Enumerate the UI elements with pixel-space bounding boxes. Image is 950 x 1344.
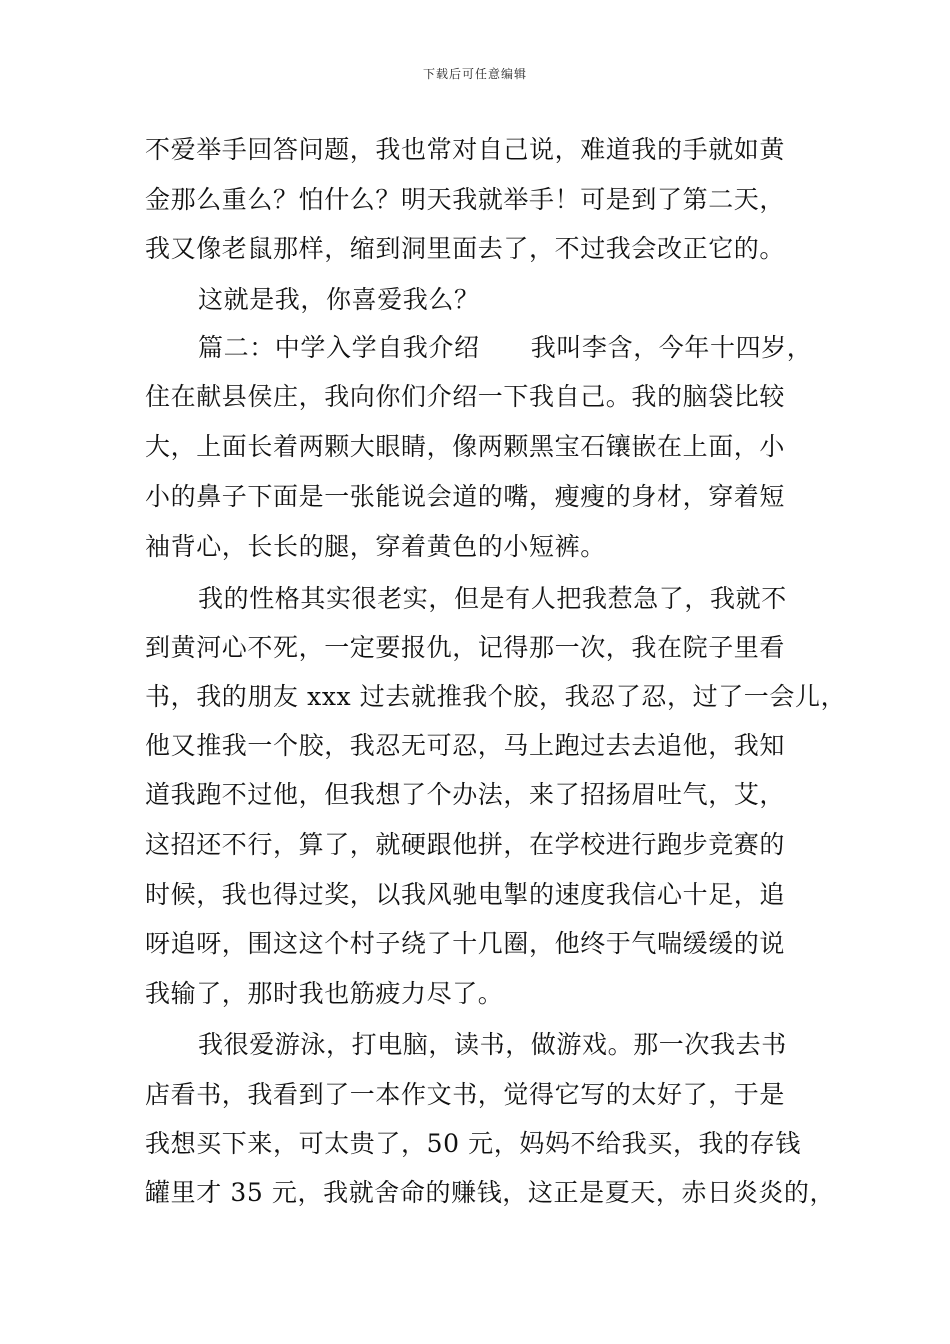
text-line: 大，上面长着两颗大眼睛，像两颗黑宝石镶嵌在上面，小 <box>145 432 786 461</box>
text-line: 店看书，我看到了一本作文书，觉得它写的太好了，于是 <box>145 1080 786 1109</box>
text-line: 我想买下来，可太贵了，50 元，妈妈不给我买，我的存钱 <box>145 1129 801 1158</box>
text-line: 他又推我一个胶，我忍无可忍，马上跑过去去追他，我知 <box>145 731 786 760</box>
text-line: 我的性格其实很老实，但是有人把我惹急了，我就不 <box>198 584 787 613</box>
text-line: 时候，我也得过奖，以我风驰电掣的速度我信心十足，追 <box>145 880 786 909</box>
text-line: 呀追呀，围这这个村子绕了十几圈，他终于气喘缓缓的说 <box>145 929 786 958</box>
text-line: 袖背心，长长的腿，穿着黄色的小短裤。 <box>145 532 606 561</box>
text-line: 书，我的朋友 xxx 过去就推我个胶，我忍了忍，过了一会儿， <box>145 682 847 711</box>
text-line: 这就是我，你喜爱我么？ <box>198 285 480 314</box>
text-line: 小的鼻子下面是一张能说会道的嘴，瘦瘦的身材，穿着短 <box>145 482 786 511</box>
text-line: 罐里才 35 元，我就舍命的赚钱，这正是夏天，赤日炎炎的， <box>145 1178 836 1207</box>
text-line: 这招还不行，算了，就硬跟他拼，在学校进行跑步竞赛的 <box>145 830 786 859</box>
text-line: 我很爱游泳，打电脑，读书，做游戏。那一次我去书 <box>198 1030 787 1059</box>
text-line: 道我跑不过他，但我想了个办法，来了招扬眉吐气，艾， <box>145 780 786 809</box>
page-header: 下载后可任意编辑 <box>422 67 527 81</box>
text-line: 我输了，那时我也筋疲力尽了。 <box>145 979 504 1008</box>
text-line: 不爱举手回答问题，我也常对自己说，难道我的手就如黄 <box>145 135 786 164</box>
text-line: 我又像老鼠那样，缩到洞里面去了，不过我会改正它的。 <box>145 234 786 263</box>
text-line: 金那么重么？怕什么？明天我就举手！可是到了第二天， <box>145 185 786 214</box>
text-line: 到黄河心不死，一定要报仇，记得那一次，我在院子里看 <box>145 633 786 662</box>
text-line: 篇二：中学入学自我介绍 我叫李含，今年十四岁， <box>198 333 813 362</box>
text-line: 住在献县侯庄，我向你们介绍一下我自己。我的脑袋比较 <box>145 382 786 411</box>
